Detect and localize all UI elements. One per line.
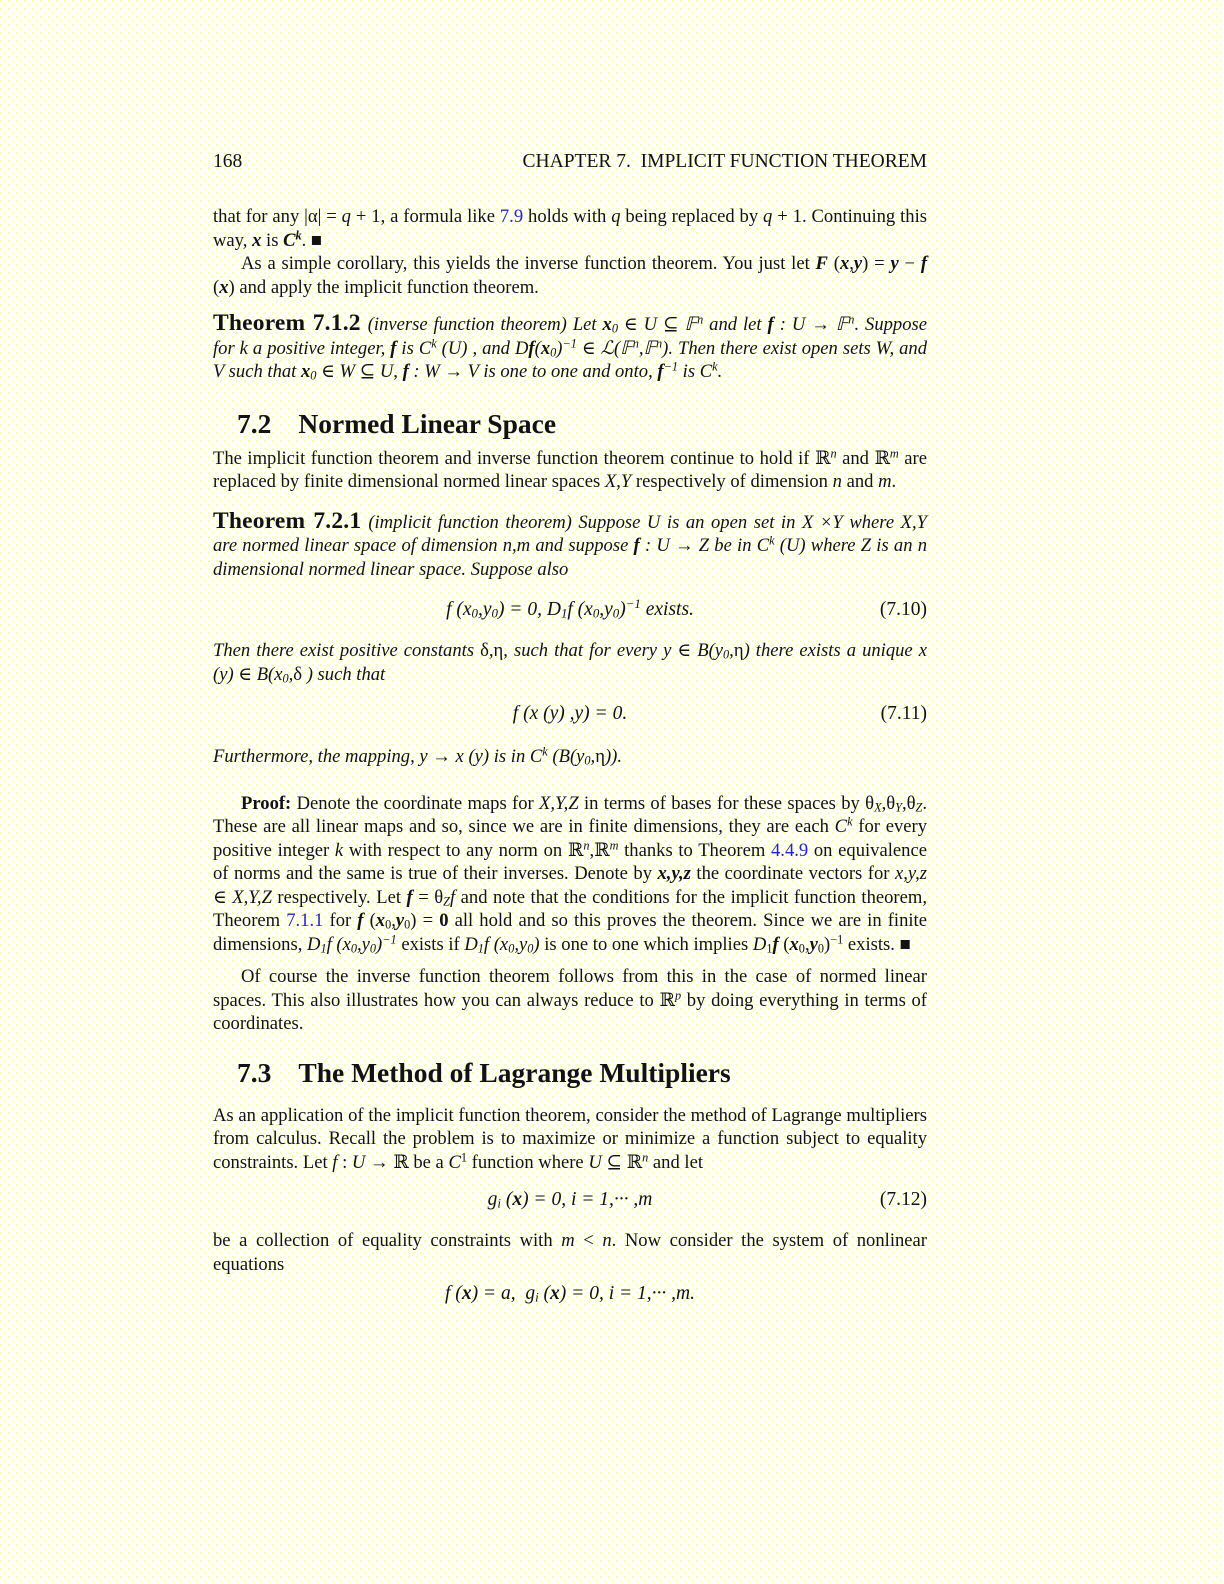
text-run: 0 [612,606,620,621]
text-run: y [890,253,899,274]
text-run: y [395,910,405,931]
equation-number: (7.12) [879,1189,927,1210]
text-run: η [493,640,504,661]
text-run: F [815,253,828,274]
text-run: 0 [723,647,730,662]
text-run: f [772,933,779,955]
equation-math: f (x) = a, gi (x) = 0, i = 1,··· ,m. [445,1283,695,1305]
text-run: x,y,z [657,863,691,884]
section-number: 7.2 [237,407,272,439]
text-run: x [540,337,551,359]
display-equation [213,1279,927,1309]
equation-math: gi (x) = 0, i = 1,··· ,m [487,1189,653,1211]
text-run: 1 [460,1149,467,1164]
text-run: Y [895,799,902,814]
text-run: δ [480,640,489,661]
text-run: f [528,337,535,359]
text-run: n [832,471,842,492]
text-run: m [561,1230,575,1251]
text-run: k [769,533,775,548]
text-run: x [602,314,612,335]
text-run: p [674,987,682,1002]
theorem-heading: Theorem 7.2.1 [213,507,362,534]
paragraph: Proof: Denote the coordinate maps for X,Y,Z in terms of bases for these spaces by θX,θY,θZ. These are all linear maps and so, since we are in finite dimensions, they are each $C^k$ for every positive integer k with respect to any norm on ℝ$^n$,ℝ$^m$ thanks to Theorem 4.4.9 on equivalence of norms and the same is true of their inverses. Denote by x,y,z the coordinate vectors for x,y,z ∈ X,Y,Z respectively. Let f = θZf and note that the conditions for the implicit function theorem, Theorem 7.1.1 for f (x0,y0) = 0 all hold and so this proves the theorem. Since we are in finite dimensions, D1f $(x0,y0)^{-1}$ exists if D1f (x0,y0) is one to one which implies D1f $(x0,y0)^{-1}$ exists. ■ [213,792,927,955]
text-run: C [834,816,848,837]
text-run: X [874,799,882,814]
text-run: k [847,814,853,829]
text-run: f [357,910,364,931]
text-run [916,800,923,814]
text-run: 0 [439,910,449,931]
text-run: $C^k$ [283,227,302,251]
text-run: x [219,276,229,298]
text-run: f [332,1151,338,1173]
paragraph: that for any |α| = q + 1, a formula like 7.9 holds with q being replaced by q + 1. Continuing this way, x is $C^k$. ■ [213,206,927,251]
text-run: n [583,837,590,852]
equation-number: (7.11) [880,703,927,724]
ref-link[interactable]: 7.9 [499,206,524,227]
paragraph: As a simple corollary, this yields the inverse function theorem. You just let F (x,y) = y − f (x) and apply the implicit function theorem. [213,253,928,298]
theorem-block: Theorem 7.2.1 (implicit function theorem) Suppose U is an open set in X ×Y where X,Y are normed linear space of dimension n,m and suppose f : U → Z be in $C^k$ (U) where Z is an n dimensional normed linear space. Suppose also [213,507,927,580]
section-number: 7.3 [237,1056,272,1088]
text-run: k [431,335,437,350]
text-run: 0 [282,670,289,685]
text-run: C [448,1151,461,1173]
text-run: m [609,837,619,852]
text-run [642,1150,648,1164]
text-run: f [920,253,928,274]
text-run: 0 [491,606,498,621]
display-equation [213,1185,927,1215]
section-heading [213,1056,927,1090]
text-run: i [497,1196,501,1211]
text-run: f [657,361,664,382]
text-run: δ [293,663,303,685]
text-run: n [642,1149,649,1164]
text-run: f [390,337,397,359]
text-run: 0 [310,368,317,383]
text-run: −1 [663,359,678,374]
text-run: f [633,535,640,556]
text-run: n [632,335,639,350]
text-run: D [752,933,767,955]
text-run: i [535,1290,539,1305]
text-run: k [334,839,344,861]
text-run [830,446,836,460]
equation-math: f (x (y) ,y) = 0. [512,703,628,724]
text-run: 1 [320,940,327,955]
display-equation [213,699,927,729]
text-run: x [839,253,850,274]
text-run: U [351,1151,366,1173]
text-run: n [697,312,704,327]
text-run: X [604,471,617,492]
text-run: −1 [562,335,577,350]
text-run [675,988,681,1002]
text-run: x [252,229,262,251]
text-run: 0 [404,917,411,932]
text-run: 0 [592,606,600,621]
page-number: 168 [213,151,243,172]
text-run: x [512,1189,523,1210]
paragraph: Of course the inverse function theorem follows from this in the case of normed linear spaces. This also illustrates how you can always reduce to ℝ$^p$ by doing everything in terms of coordinates. [213,966,927,1034]
section-title: The Method of Lagrange Multipliers [298,1056,731,1088]
text-run: D1f (x0,y0) [464,933,540,955]
text-run: 0 [798,940,805,955]
ref-link[interactable]: 7.1.1 [286,910,324,931]
text-run: 0 [527,940,534,955]
text-run: 0 [611,321,618,336]
text-run: 1 [560,606,568,621]
text-run: Proof: [241,792,292,814]
text-run: −1 [625,596,641,611]
text-run: 1 [477,940,484,955]
text-run: X,Y,Z [232,886,272,908]
text-run: q [341,206,351,227]
text-run: k [295,227,302,242]
text-run: y [809,933,818,955]
text-run: x [375,910,386,931]
text-run: x [789,933,799,955]
text-run: x,y,z [894,863,927,884]
text-run: n [602,1230,612,1251]
theorem-heading: Theorem 7.1.2 [213,310,361,336]
text-run: x [461,1283,472,1304]
paragraph: be a collection of equality constraints with m < n. Now consider the system of nonlinear equations [213,1230,927,1275]
text-run: q [611,206,621,227]
text-run: 0 [508,940,515,955]
text-run: η [733,640,744,661]
text-run [443,894,450,908]
text-run: n [656,335,663,350]
text-run: k [542,744,548,759]
text-run: X,Y,Z [539,792,579,814]
text-run: 0 [817,940,824,955]
text-run: 1 [766,940,773,955]
text-run: 0 [471,606,478,621]
text-run: 0 [350,940,357,955]
text-run: 0 [584,753,591,768]
text-run: f [767,314,774,335]
paragraph: The implicit function theorem and inverse function theorem continue to hold if ℝ$^n$ and ℝ$^m$ are replaced by finite dimensional normed linear spaces X,Y respectively of dimension n and m. [213,445,927,492]
page-body [213,205,927,1309]
text-run: q [763,206,773,227]
theorem-block: Theorem 7.1.2 (inverse function theorem) Let x0 ∈ U ⊆ 𝔽$^n$ and let f : U → 𝔽$^n$. Suppose for k a positive integer, f is $C^k$ (U) , and $Df(x0)^{-1}$ ∈ ℒ(𝔽$^n$,𝔽$^n$). Then there exist open sets W, and V such that x0 ∈ W ⊆ U, f : W → V is one to one and onto, $f^{-1}$ is $C^k$. [213,310,928,383]
ref-link[interactable]: 4.4.9 [771,839,809,861]
text-run: m [878,471,892,492]
text-run [874,800,882,814]
text-run: y [853,253,863,274]
text-run: f [449,886,456,908]
paragraph: Furthermore, the mapping, y → x (y) is in $C^k$ (B(y0,η)). [213,744,622,768]
section-heading [213,407,927,441]
text-run: 0 [550,344,557,359]
text-run: x [300,361,311,382]
text-run: f [402,361,409,382]
text-run: η [595,746,605,767]
text-run [610,838,619,852]
text-run: −1 [382,931,397,946]
paragraph: Then there exist positive constants δ,η, such that for every y ∈ B(y0,η) there exists a unique x (y) ∈ B(x0,δ ) such that [213,640,927,685]
text-run: n [848,312,855,327]
text-run: k [712,359,718,374]
text-run [895,800,902,814]
text-run: Z [443,893,450,908]
text-run: −1 [830,931,844,946]
section-title: Normed Linear Space [298,407,557,439]
text-run [583,838,589,852]
equation-math: f (x0,y0) = 0, D1f $(x0,y0)^{-1}$ exists. [446,596,694,621]
paragraph: As an application of the implicit function theorem, consider the method of Lagrange multipliers from calculus. Recall the problem is to maximize or minimize a function subject to equality constraints. Let f : U → ℝ be a $C^1$ function where U ⊆ ℝ$^n$ and let [213,1104,927,1173]
text-run: m [889,445,899,460]
text-run: Z [915,799,923,814]
equation-number: (7.10) [879,599,927,620]
text-run: n [830,445,837,460]
text-run [890,446,899,460]
text-run: x [550,1283,560,1304]
text-run: U [588,1151,602,1173]
chapter-header: CHAPTER 7. IMPLICIT FUNCTION THEOREM [522,151,927,172]
running-header [213,150,927,174]
text-run [847,814,852,828]
display-equation [213,595,927,625]
text-run: 0 [385,917,392,932]
text-run: f [406,886,413,908]
text-run: D1f $(x0,y0)^{-1}$ [307,931,397,955]
text-run: Y [620,471,632,492]
text-run: 0 [369,940,377,955]
